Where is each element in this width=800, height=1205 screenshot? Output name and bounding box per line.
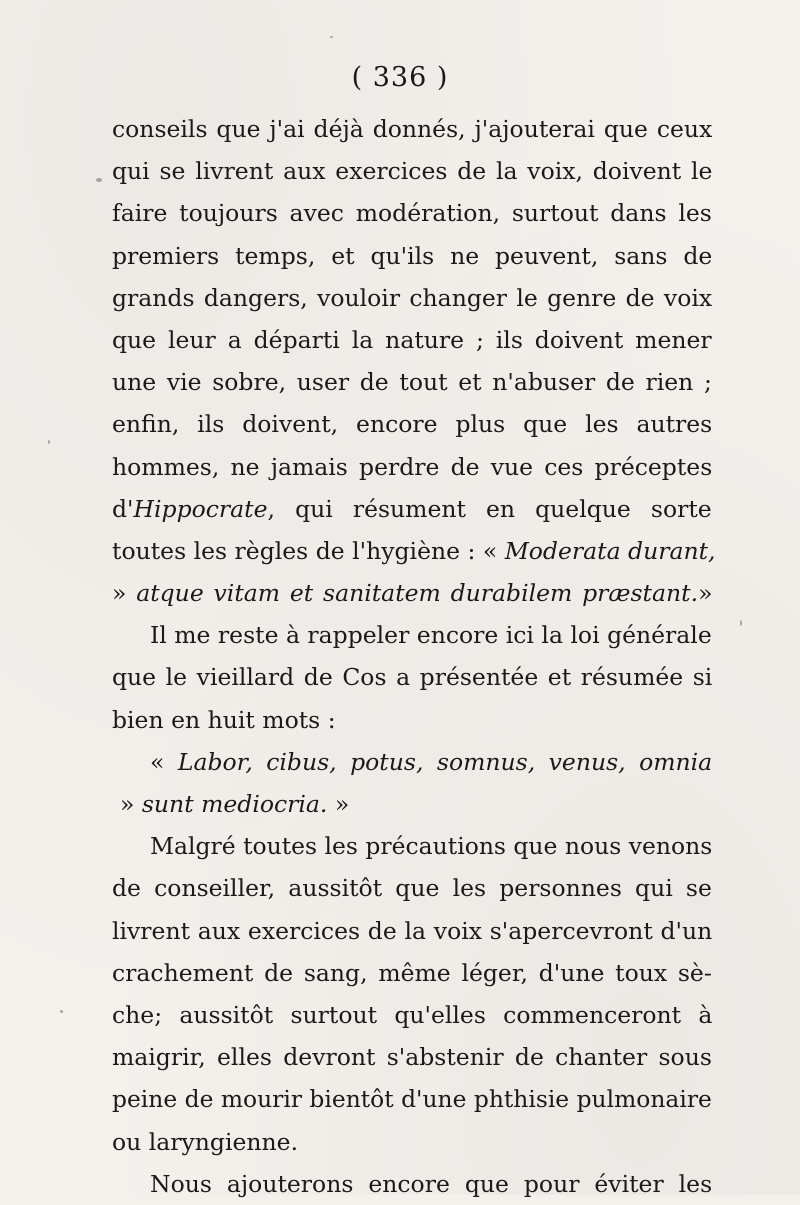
- text-line: de conseiller, aussitôt que les personnes qui se: [112, 874, 712, 903]
- text-line: « Labor, cibus, potus, somnus, venus, omnia: [150, 747, 713, 776]
- text-line: une vie sobre, user de tout et n'abuser de rien ;: [112, 368, 712, 397]
- text-line: que leur a départi la nature ; ils doivent mener: [112, 325, 712, 354]
- text-line: faire toujours avec modération, surtout dans les: [112, 199, 712, 228]
- italic-name: Hippocrate: [133, 494, 268, 523]
- paper-speck: [740, 620, 742, 626]
- text-line: d'Hippocrate, qui résument en quelque sorte: [112, 494, 712, 523]
- text-line: que le vieillard de Cos a présentée et résumée si: [112, 663, 713, 692]
- text-line: conseils que j'ai déjà donnés, j'ajouterai que ceux: [112, 115, 713, 143]
- text-line: » atque vitam et sanitatem durabilem præstant.»: [112, 579, 713, 608]
- paper-speck: [96, 178, 102, 182]
- page-number: ( 336 ): [351, 62, 449, 93]
- text-line: ou laryngienne.: [112, 1127, 299, 1156]
- latin-quote: atque vitam et sanitatem durabilem præstant.: [136, 579, 699, 608]
- text-line: bien en huit mots :: [112, 705, 336, 734]
- text-line: che; aussitôt surtout qu'elles commenceront à: [112, 1000, 713, 1029]
- text-line: maigrir, elles devront s'abstenir de chanter sous: [112, 1043, 712, 1072]
- body-text: [112, 108, 716, 1205]
- text-line: hommes, ne jamais perdre de vue ces préceptes: [112, 452, 713, 481]
- text-line: premiers temps, et qu'ils ne peuvent, sans de: [112, 241, 713, 270]
- text-line: Il me reste à rappeler encore ici la loi générale: [150, 621, 712, 650]
- text-line: toutes les règles de l'hygiène : « Moderata durant,: [112, 536, 716, 565]
- paper-speck: [48, 440, 50, 444]
- text-line: Nous ajouterons encore que pour éviter les: [150, 1169, 713, 1198]
- latin-quote: Labor, cibus, potus, somnus, venus, omnia: [177, 747, 713, 776]
- paper-speck: [60, 1010, 63, 1013]
- text-line: qui se livrent aux exercices de la voix, doivent le: [112, 157, 713, 186]
- text-line: grands dangers, vouloir changer le genre de voix: [112, 283, 713, 312]
- latin-quote: sunt mediocria.: [141, 790, 328, 818]
- paper-speck: [330, 36, 333, 38]
- text-line: peine de mourir bientôt d'une phthisie pulmonaire: [112, 1085, 712, 1114]
- text-line: » sunt mediocria. »: [120, 790, 350, 818]
- text-line: Malgré toutes les précautions que nous venons: [150, 832, 713, 861]
- text-line: livrent aux exercices de la voix s'apercevront d'un: [112, 916, 713, 945]
- latin-quote: Moderata durant,: [504, 536, 716, 565]
- text-line: enfin, ils doivent, encore plus que les autres: [112, 410, 713, 439]
- text-line: crachement de sang, même léger, d'une toux sè-: [112, 958, 712, 987]
